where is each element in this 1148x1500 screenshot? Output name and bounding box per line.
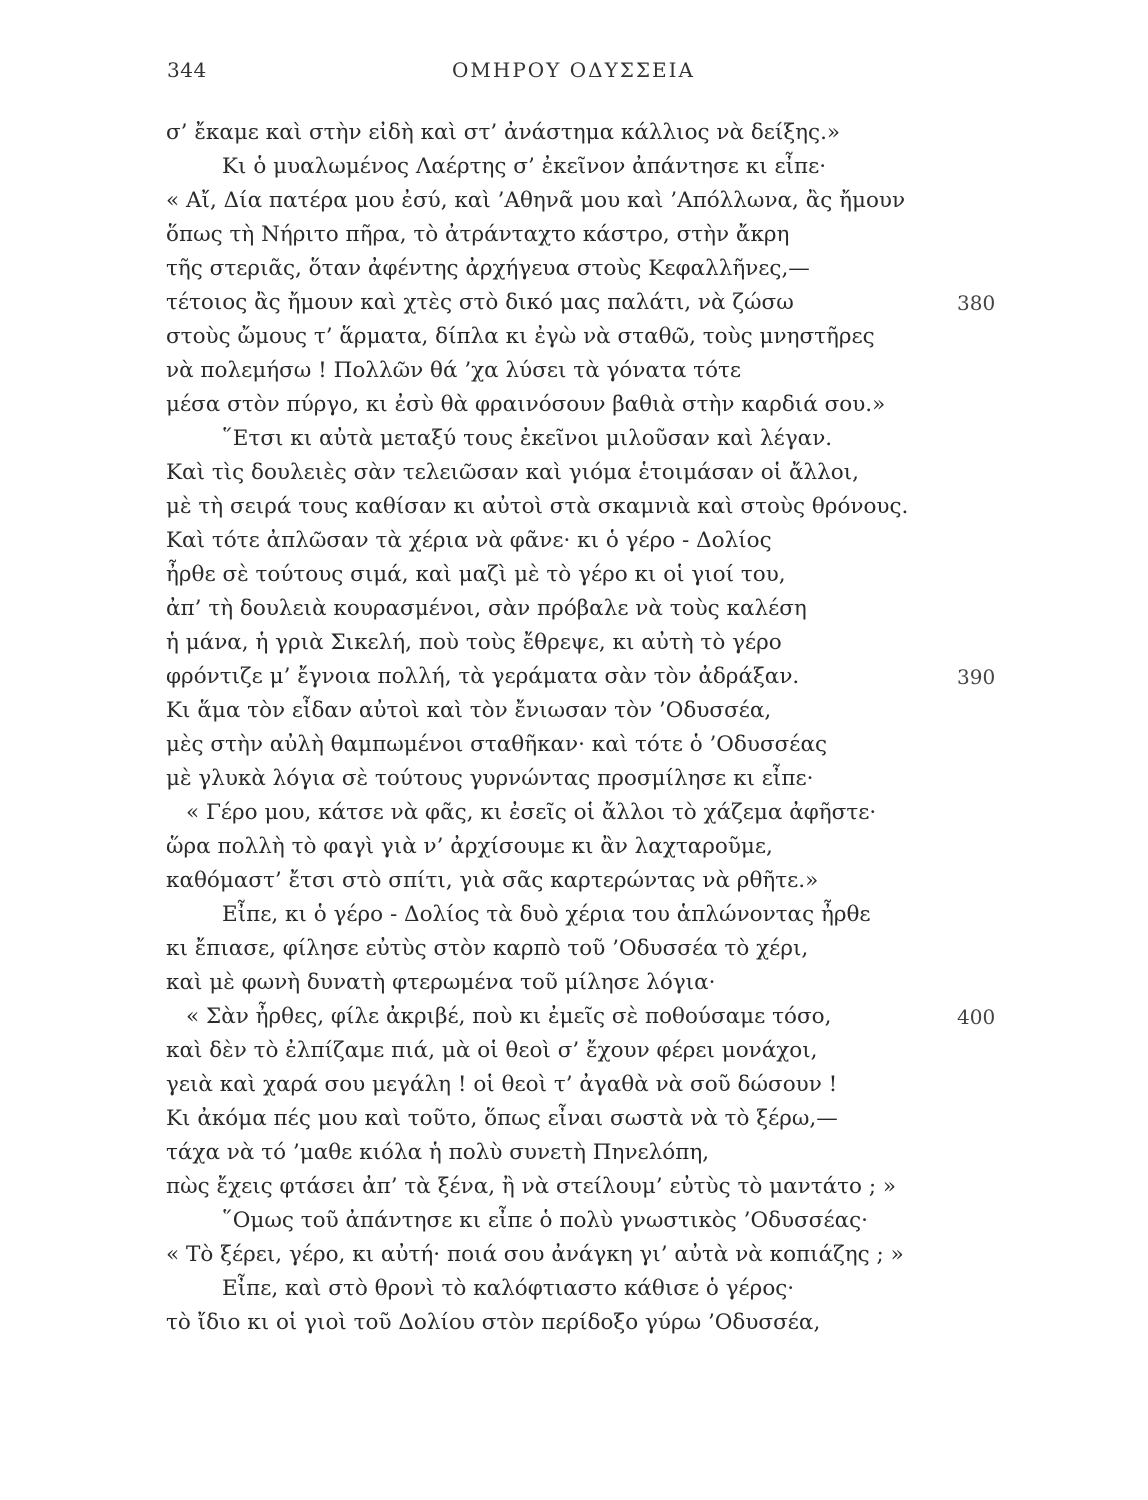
verse-line	[166, 660, 996, 694]
verse-line	[166, 286, 996, 320]
verse-text: τὸ ἴδιο κι οἱ γιοὶ τοῦ Δολίου στὸν περίδοξο γύρω ’Οδυσσέα,	[166, 1310, 821, 1335]
verse-line	[166, 1102, 966, 1136]
verse-line	[166, 592, 966, 626]
verse-text: ὅπως τὴ Νήριτο πῆρα, τὸ ἀτράνταχτο κάστρο, στὴν ἄκρη	[166, 222, 790, 247]
verse-line	[166, 966, 966, 1000]
verse-text: Εἶπε, κι ὁ γέρο - Δολίος τὰ δυὸ χέρια του ἁπλώνοντας ἦρθε	[222, 902, 871, 927]
verse-line	[166, 1204, 966, 1238]
verse-line	[166, 1238, 966, 1272]
verse-line	[166, 252, 966, 286]
page-number: 344	[167, 58, 207, 82]
verse-text: μὲ γλυκὰ λόγια σὲ τούτους γυρνώντας προσμίλησε κι εἶπε·	[166, 766, 814, 791]
verse-line	[166, 728, 966, 762]
verse-line	[166, 830, 966, 864]
verse-line	[166, 184, 966, 218]
line-number: 390	[957, 665, 996, 689]
verse-text: καὶ δὲν τὸ ἐλπίζαμε πιά, μὰ οἱ θεοὶ σ’ ἔχουν φέρει μονάχοι,	[166, 1038, 818, 1063]
verse-line	[166, 932, 966, 966]
verse-text: καθόμαστ’ ἔτσι στὸ σπίτι, γιὰ σᾶς καρτερώντας νὰ ρθῆτε.»	[166, 868, 819, 893]
running-title: ΟΜΗΡΟΥ ΟΔΥΣΣΕΙΑ	[452, 58, 695, 82]
verse-text: « Γέρο μου, κάτσε νὰ φᾶς, κι ἐσεῖς οἱ ἄλλοι τὸ χάζεμα ἀφῆστε·	[186, 800, 877, 825]
verse-line	[166, 1136, 966, 1170]
verse-line	[166, 558, 966, 592]
verse-line	[166, 1306, 966, 1340]
verse-text: Καὶ τότε ἀπλῶσαν τὰ χέρια νὰ φᾶνε· κι ὁ γέρο - Δολίος	[166, 528, 772, 553]
verse-line	[166, 626, 966, 660]
verse-text: Εἶπε, καὶ στὸ θρονὶ τὸ καλόφτιαστο κάθισε ὁ γέρος·	[222, 1276, 795, 1301]
verse-text: καὶ μὲ φωνὴ δυνατὴ φτερωμένα τοῦ μίλησε λόγια·	[166, 970, 716, 995]
verse-text: νὰ πολεμήσω ! Πολλῶν θά ’χα λύσει τὰ γόνατα τότε	[166, 358, 742, 383]
verse-text: ῞Ομως τοῦ ἀπάντησε κι εἶπε ὁ πολὺ γνωστικὸς ’Οδυσσέας·	[222, 1208, 868, 1233]
poem-text	[166, 116, 996, 1340]
verse-line	[166, 422, 966, 456]
verse-line	[166, 524, 966, 558]
verse-line	[166, 490, 966, 524]
verse-text: κι ἔπιασε, φίλησε εὐτὺς στὸν καρπὸ τοῦ ’Οδυσσέα τὸ χέρι,	[166, 936, 809, 961]
verse-text: ἡ μάνα, ἡ γριὰ Σικελή, ποὺ τοὺς ἔθρεψε, κι αὐτὴ τὸ γέρο	[166, 630, 782, 655]
verse-text: μὲ τὴ σειρά τους καθίσαν κι αὐτοὶ στὰ σκαμνιὰ καὶ στοὺς θρόνους.	[166, 494, 909, 519]
verse-line	[166, 1272, 966, 1306]
verse-line	[166, 1034, 966, 1068]
verse-text: μὲς στὴν αὐλὴ θαμπωμένοι σταθῆκαν· καὶ τότε ὁ ’Οδυσσέας	[166, 732, 827, 757]
verse-text: ἀπ’ τὴ δουλειὰ κουρασμένοι, σὰν πρόβαλε νὰ τοὺς καλέση	[166, 596, 807, 621]
verse-text: ῞Ετσι κι αὐτὰ μεταξύ τους ἐκεῖνοι μιλοῦσαν καὶ λέγαν.	[222, 426, 833, 451]
verse-text: Κι ἅμα τὸν εἶδαν αὐτοὶ καὶ τὸν ἔνιωσαν τὸν ’Οδυσσέα,	[166, 698, 772, 723]
verse-line	[166, 694, 966, 728]
verse-line	[166, 354, 966, 388]
verse-text: πὼς ἔχεις φτάσει ἀπ’ τὰ ξένα, ἢ νὰ στείλουμ’ εὐτὺς τὸ μαντάτο ; »	[166, 1174, 897, 1199]
verse-line	[166, 320, 966, 354]
verse-text: σ’ ἔκαμε καὶ στὴν εἰδὴ καὶ στ’ ἀνάστημα κάλλιος νὰ δείξης.»	[166, 120, 841, 145]
verse-text: ὥρα πολλὴ τὸ φαγὶ γιὰ ν’ ἀρχίσουμε κι ἂν λαχταροῦμε,	[166, 834, 773, 859]
line-number: 380	[957, 291, 996, 315]
verse-line	[166, 1170, 966, 1204]
verse-text: ἦρθε σὲ τούτους σιμά, καὶ μαζὶ μὲ τὸ γέρο κι οἱ γιοί του,	[166, 562, 786, 587]
verse-text: τάχα νὰ τό ’μαθε κιόλα ἡ πολὺ συνετὴ Πηνελόπη,	[166, 1140, 710, 1165]
verse-line	[166, 864, 966, 898]
verse-text: « Τὸ ξέρει, γέρο, κι αὐτή· ποιά σου ἀνάγκη γι’ αὐτὰ νὰ κοπιάζης ; »	[166, 1242, 904, 1267]
verse-line	[166, 1000, 996, 1034]
verse-text: μέσα στὸν πύργο, κι ἐσὺ θὰ φραινόσουν βαθιὰ στὴν καρδιά σου.»	[166, 392, 886, 417]
verse-text: Κι ἀκόμα πές μου καὶ τοῦτο, ὅπως εἶναι σωστὰ νὰ τὸ ξέρω,—	[166, 1106, 838, 1131]
verse-text: « Αἴ, Δία πατέρα μου ἐσύ, καὶ ’Αθηνᾶ μου καὶ ’Απόλλωνα, ἂς ἤμουν	[166, 188, 906, 213]
verse-line	[166, 796, 966, 830]
verse-line	[166, 116, 966, 150]
verse-line	[166, 898, 966, 932]
line-number: 400	[957, 1005, 996, 1029]
verse-text: Κι ὁ μυαλωμένος Λαέρτης σ’ ἐκεῖνον ἀπάντησε κι εἶπε·	[222, 154, 827, 179]
verse-line	[166, 388, 966, 422]
verse-line	[166, 456, 966, 490]
verse-line	[166, 150, 966, 184]
verse-text: γειὰ καὶ χαρά σου μεγάλη ! οἱ θεοὶ τ’ ἀγαθὰ νὰ σοῦ δώσουν !	[166, 1072, 838, 1097]
verse-text: στοὺς ὤμους τ’ ἅρματα, δίπλα κι ἐγὼ νὰ σταθῶ, τοὺς μνηστῆρες	[166, 324, 875, 349]
verse-text: « Σὰν ἦρθες, φίλε ἀκριβέ, ποὺ κι ἐμεῖς σὲ ποθούσαμε τόσο,	[186, 1004, 832, 1029]
verse-text: φρόντιζε μ’ ἔγνοια πολλή, τὰ γεράματα σὰν τὸν ἀδράξαν.	[166, 664, 800, 689]
verse-line	[166, 1068, 966, 1102]
verse-text: Καὶ τὶς δουλειὲς σὰν τελειῶσαν καὶ γιόμα ἑτοιμάσαν οἱ ἄλλοι,	[166, 460, 859, 485]
verse-text: τέτοιος ἂς ἤμουν καὶ χτὲς στὸ δικό μας παλάτι, νὰ ζώσω	[166, 290, 794, 315]
verse-line	[166, 218, 966, 252]
verse-line	[166, 762, 966, 796]
page-header	[0, 58, 1148, 88]
verse-text: τῆς στεριᾶς, ὅταν ἀφέντης ἀρχήγευα στοὺς Κεφαλλῆνες,—	[166, 256, 810, 281]
